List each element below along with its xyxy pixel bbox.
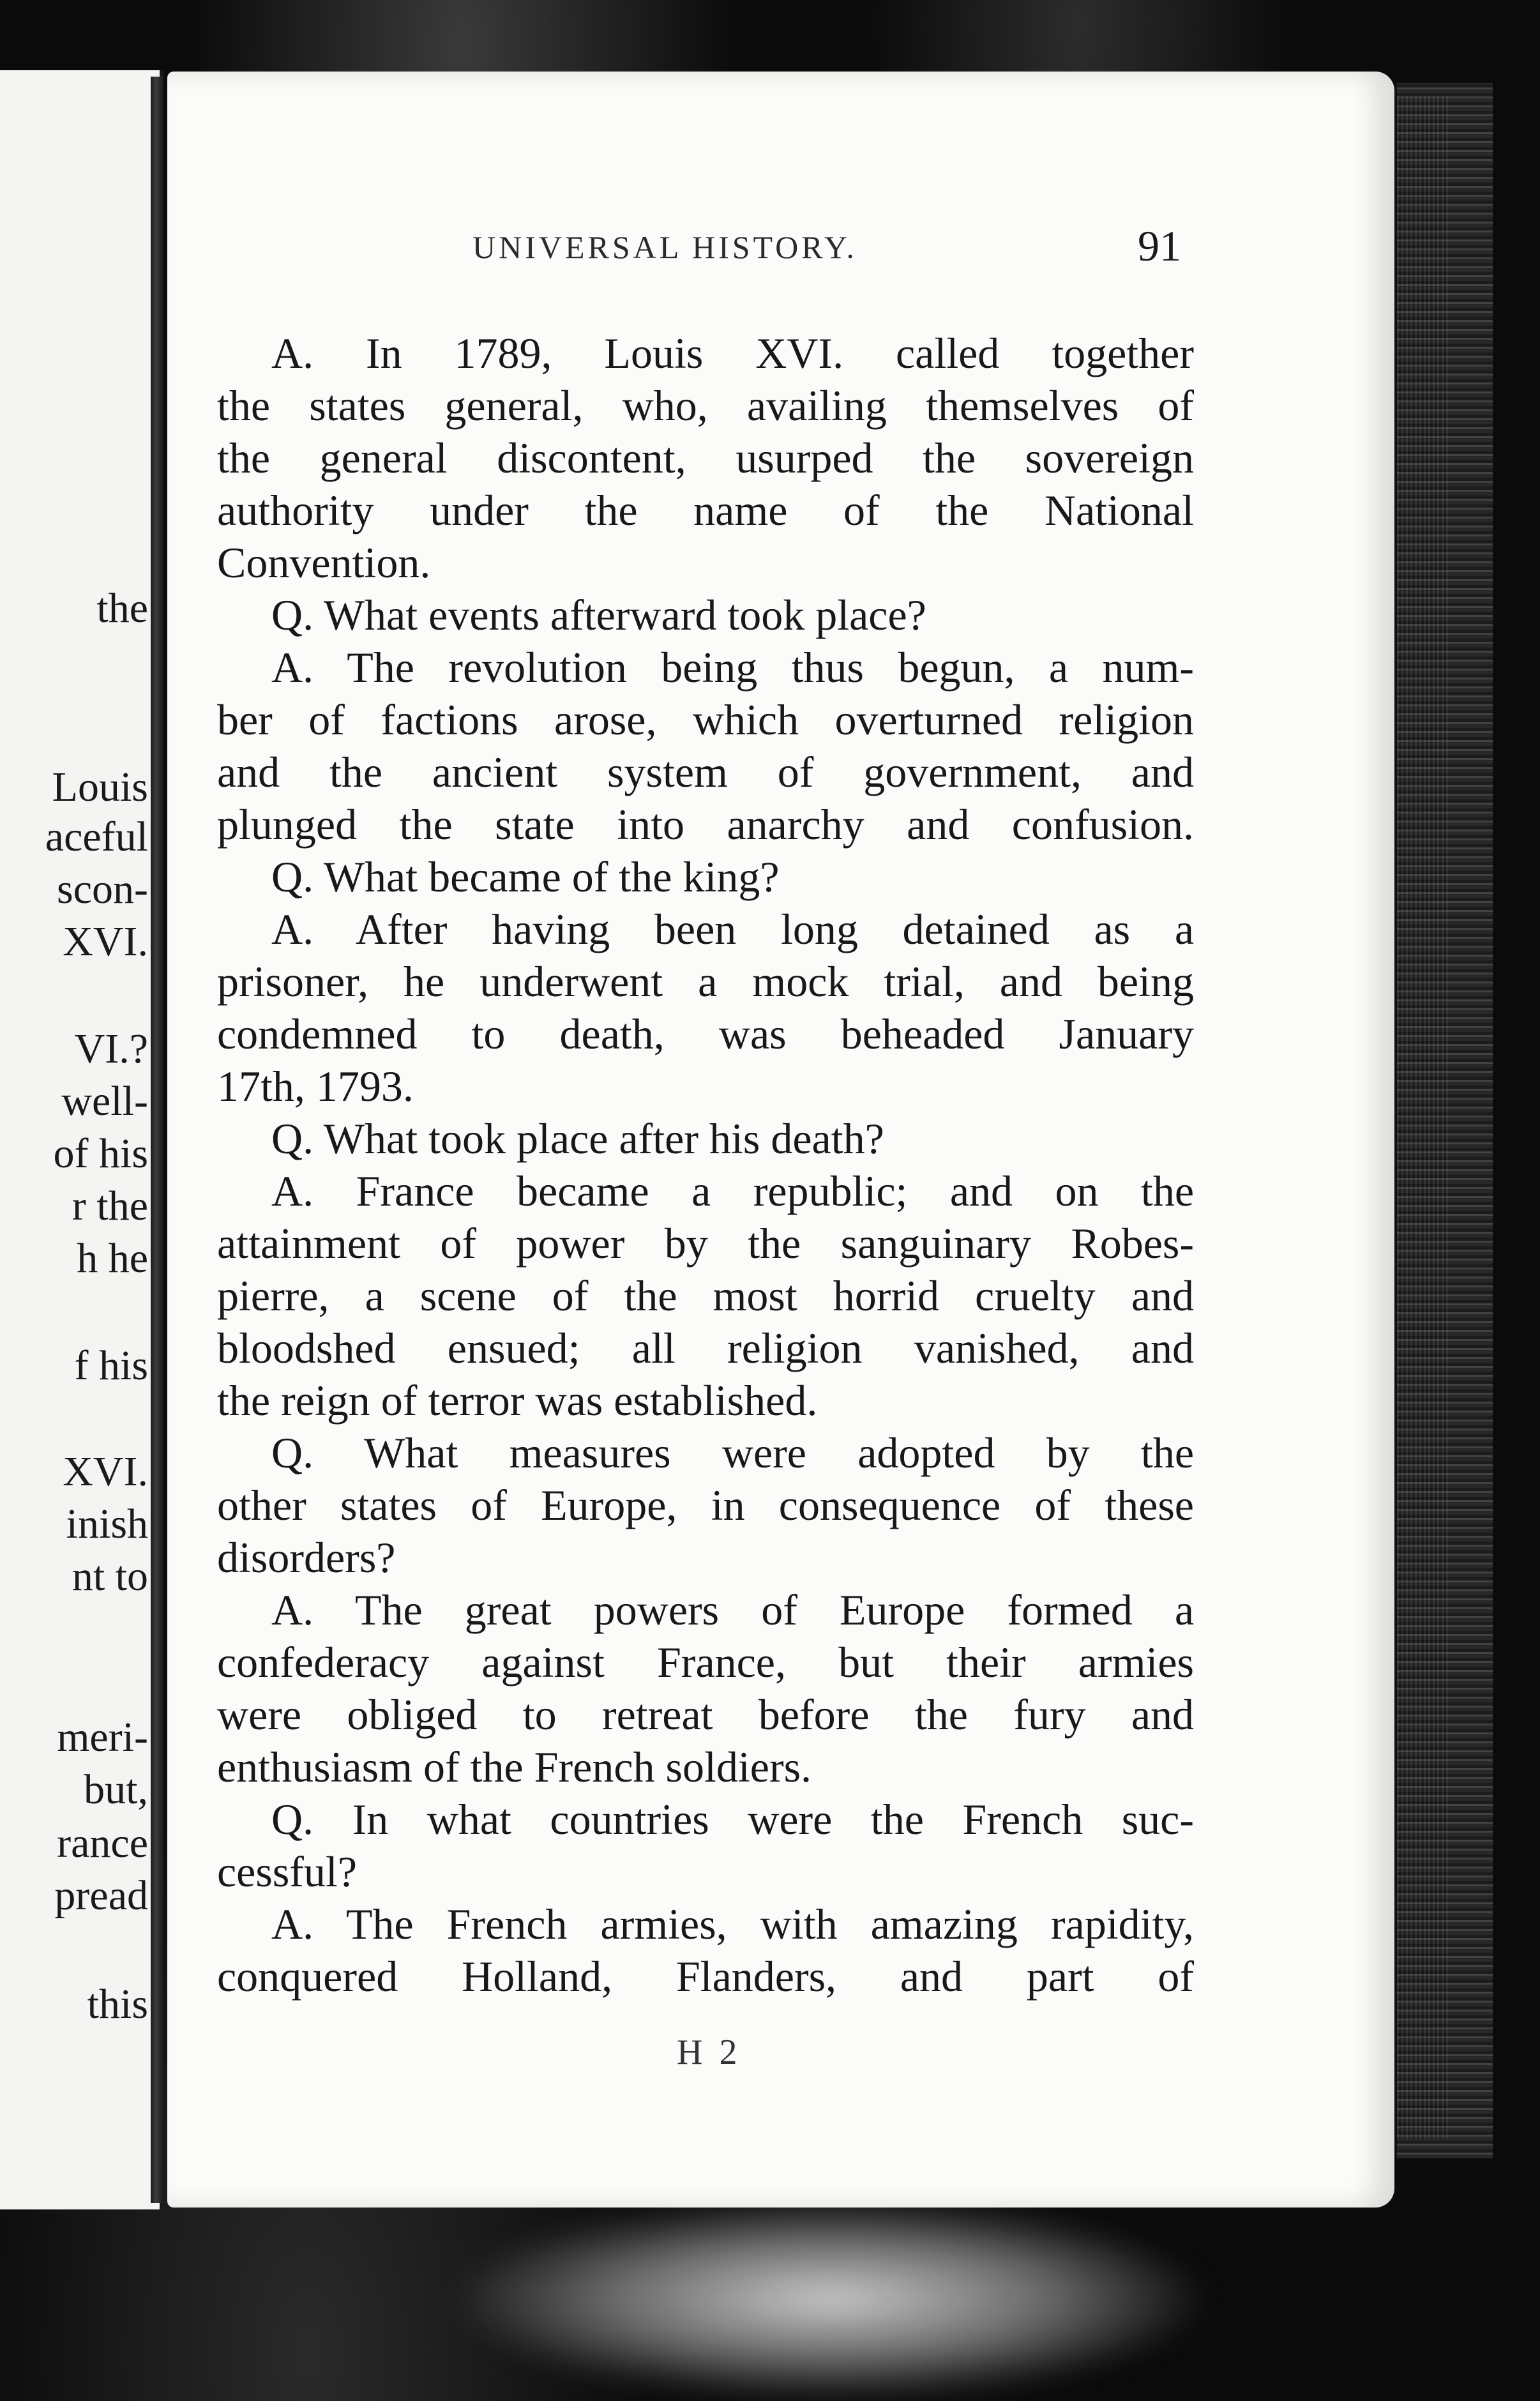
text-line: attainment of power by the sanguinary Robes- bbox=[217, 1219, 1194, 1268]
left-fragment: the bbox=[96, 585, 148, 632]
left-fragment: this bbox=[87, 1981, 148, 2027]
text-line: bloodshed ensued; all religion vanished, and bbox=[217, 1324, 1194, 1372]
text-line: other states of Europe, in consequence of these bbox=[217, 1481, 1194, 1529]
text-line: the reign of terror was established. bbox=[217, 1376, 818, 1425]
left-fragment: aceful bbox=[45, 814, 148, 860]
text-line: Q. In what countries were the French suc- bbox=[271, 1795, 1194, 1844]
text-line: A. In 1789, Louis XVI. called together bbox=[271, 329, 1194, 377]
page-gutter bbox=[151, 77, 163, 2203]
page-number: 91 bbox=[1138, 222, 1181, 270]
signature-mark: H 2 bbox=[677, 2033, 741, 2072]
left-fragment: well- bbox=[61, 1078, 148, 1125]
text-line: conquered Holland, Flanders, and part of bbox=[217, 1952, 1194, 2001]
text-line: prisoner, he underwent a mock trial, and being bbox=[217, 957, 1194, 1006]
text-line: Q. What took place after his death? bbox=[271, 1114, 884, 1163]
left-fragment: pread bbox=[54, 1872, 148, 1919]
spine-texture bbox=[1397, 96, 1448, 2139]
scan-smudge bbox=[447, 2197, 1213, 2401]
text-line: Convention. bbox=[217, 538, 431, 587]
text-line: cessful? bbox=[217, 1847, 358, 1896]
text-line: the states general, who, availing themselves of bbox=[217, 381, 1194, 430]
left-fragment: XVI. bbox=[63, 1448, 148, 1495]
text-line: were obliged to retreat before the fury and bbox=[217, 1690, 1194, 1739]
left-fragment: of his bbox=[53, 1130, 148, 1177]
text-line: 17th, 1793. bbox=[217, 1062, 414, 1110]
left-facing-page bbox=[0, 70, 163, 2209]
text-line: pierre, a scene of the most horrid cruelty and bbox=[217, 1271, 1194, 1320]
left-fragment: r the bbox=[72, 1183, 148, 1229]
text-line: disorders? bbox=[217, 1533, 396, 1582]
text-line: A. The great powers of Europe formed a bbox=[271, 1586, 1194, 1634]
text-line: Q. What measures were adopted by the bbox=[271, 1428, 1194, 1477]
left-fragment: inish bbox=[66, 1501, 148, 1547]
text-line: enthusiasm of the French soldiers. bbox=[217, 1743, 812, 1791]
text-line: authority under the name of the National bbox=[217, 486, 1194, 534]
left-fragment: Louis bbox=[52, 764, 148, 810]
left-fragment: h he bbox=[77, 1235, 148, 1282]
text-line: A. France became a republic; and on the bbox=[271, 1167, 1194, 1215]
left-fragment: VI.? bbox=[74, 1026, 148, 1072]
text-line: the general discontent, usurped the sovereign bbox=[217, 434, 1194, 482]
running-header: UNIVERSAL HISTORY. bbox=[472, 229, 858, 265]
text-line: A. The revolution being thus begun, a num- bbox=[271, 643, 1194, 692]
left-fragment: f his bbox=[74, 1342, 148, 1389]
left-fragment: rance bbox=[57, 1820, 148, 1867]
text-line: and the ancient system of government, and bbox=[217, 748, 1194, 796]
text-line: condemned to death, was beheaded January bbox=[217, 1010, 1194, 1058]
text-line: confederacy against France, but their armies bbox=[217, 1638, 1194, 1686]
text-line: Q. What events afterward took place? bbox=[271, 591, 926, 639]
text-line: plunged the state into anarchy and confusion. bbox=[217, 800, 1194, 849]
left-fragment: nt to bbox=[72, 1553, 148, 1600]
text-line: A. After having been long detained as a bbox=[271, 905, 1194, 953]
left-fragment: meri- bbox=[57, 1714, 148, 1761]
text-line: ber of factions arose, which overturned religion bbox=[217, 695, 1194, 744]
left-fragment: XVI. bbox=[63, 918, 148, 965]
text-line: A. The French armies, with amazing rapidity, bbox=[271, 1900, 1194, 1948]
text-line: Q. What became of the king? bbox=[271, 852, 780, 901]
left-fragment: scon- bbox=[57, 866, 148, 913]
left-fragment: but, bbox=[84, 1766, 148, 1813]
